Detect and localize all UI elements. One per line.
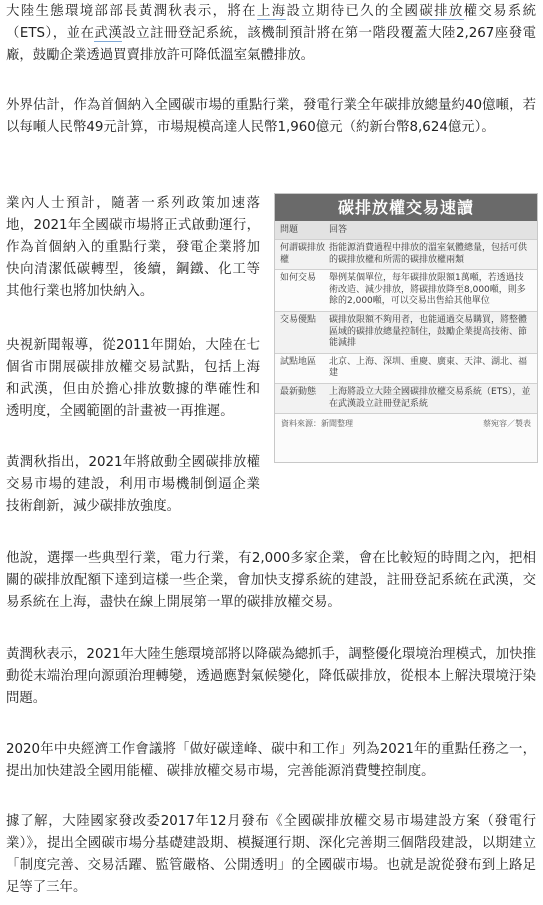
infobox-question: 試點地區 [280, 356, 317, 367]
article-paragraph-3: 業內人士預計，隨著一系列政策加速落地，2021年全國碳市場將正式啟動運行，作為首個納入的重點行業，發電企業將加快向清潔低碳轉型，後續，鋼鐵、化工等其他行業也將加快納入。 [6, 196, 260, 299]
infobox-answer: 上海將設立大陸全國碳排放權交易系統（ETS），並在武漢設立註冊登記系統 [329, 386, 531, 409]
infobox-answer: 北京、上海、深圳、重慶、廣東、天津、湖北、福建 [329, 356, 528, 379]
infobox-question: 何謂碳排放權 [280, 243, 326, 265]
article-paragraph-6: 他說，選擇一些典型行業，電力行業，有2,000多家企業，會在比較短的時間之內，把相關的碳排放配額下達到這樣一些企業，會加快支撐系統的建設，註冊登記系統在武漢，交易系統在上海，盡快在線上開展第一單的碳排放權交易。 [6, 551, 536, 610]
article-paragraph-9: 據了解，大陸國家發改委2017年12月發布《全國碳排放權交易市場建設方案（發電行業）》，提出全國碳市場分基礎建設期、模擬運行期、深化完善期三個階段建設，以期建立「制度完善、交易活躍、監管嚴格、公開透明」的全國碳市場。也就是說從發布到上路足足等了三年。 [6, 814, 536, 895]
article-paragraph-4: 央視新聞報導，從2011年開始，大陸在七個省市開展碳排放權交易試點，包括上海和武漢，但由於擔心排放數據的準確性和透明度，全國範圍的計畫被一再推遲。 [6, 338, 260, 419]
keyword-link-shanghai[interactable]: 上海 [256, 4, 287, 19]
keyword-link-wuhan[interactable]: 武漢 [94, 26, 123, 41]
text-run: 設立期待已久的全國 [286, 4, 420, 19]
infobox-question: 最新動態 [280, 386, 317, 397]
infobox-title: 碳排放權交易速讀 [275, 194, 537, 221]
text-run: 設立註冊登記系統，該機制預計將在第一階段覆蓋大陸2,267座發電廠，鼓勵企業透過買賣排放許可降低溫室氣體排放。 [6, 26, 536, 63]
infobox-question: 交易優點 [280, 314, 317, 325]
infobox-answer: 指能源消費過程中排放的溫室氣體總量，包括可供的碳排放權和所需的碳排放權兩類 [329, 243, 528, 265]
infobox-row [275, 240, 537, 270]
infobox-row [275, 312, 537, 354]
text-run: 權交易系統（ETS），並在 [6, 4, 537, 41]
infobox-question: 如何交易 [280, 273, 317, 284]
infobox-answer: 舉例某個單位，每年碳排放限額1萬噸，若透過技術改造、減少排放，將碳排放降至8,000噸，則多餘的2,000噸，可以交易出售給其他單位 [329, 273, 526, 307]
keyword-link-carbon-emission[interactable]: 碳排放 [419, 4, 464, 19]
infobox-header-answer: 回答 [329, 225, 348, 235]
article-paragraph-1 [6, 1, 536, 67]
article-paragraph-8: 2020年中央經濟工作會議將「做好碳達峰、碳中和工作」列為2021年的重點任務之一，提出加快建設全國用能權、碳排放權交易市場，完善能源消費雙控制度。 [6, 742, 536, 779]
article-paragraph-5: 黃潤秋指出，2021年將啟動全國碳排放權交易市場的建設，利用市場機制倒逼企業技術創新，減少碳排放強度。 [6, 455, 260, 514]
article-paragraph-2: 外界估計，作為首個納入全國碳市場的重點行業，發電行業全年碳排放總量約40億噸，若以每噸人民幣49元計算，市場規模高達人民幣1,960億元（約新台幣8,624億元）。 [6, 98, 536, 135]
infobox-answer: 碳排放限額不夠用者，也能通過交易購買，將整體區域的碳排放總量控制住，鼓勵企業提高技術、節能減排 [329, 314, 528, 349]
infobox-row [275, 384, 537, 414]
infobox-source: 資料來源：新聞整理 [281, 419, 353, 429]
article-paragraph-7: 黃潤秋表示，2021年大陸生態環境部將以降碳為總抓手，調整優化環境治理模式，加快推動從末端治理向源頭治理轉變，透過應對氣候變化，降低碳排放，從根本上解決環境汙染問題。 [6, 647, 536, 706]
carbon-trading-infobox [274, 193, 538, 463]
infobox-footer [275, 414, 537, 430]
infobox-row [275, 270, 537, 312]
text-run: 大陸生態環境部部長黃潤秋表示，將在 [6, 4, 257, 19]
infobox-row [275, 354, 537, 384]
infobox-header-question: 問題 [280, 225, 299, 235]
infobox-credit: 蔡宛容／製表 [483, 419, 531, 429]
infobox-header-row [275, 221, 537, 240]
